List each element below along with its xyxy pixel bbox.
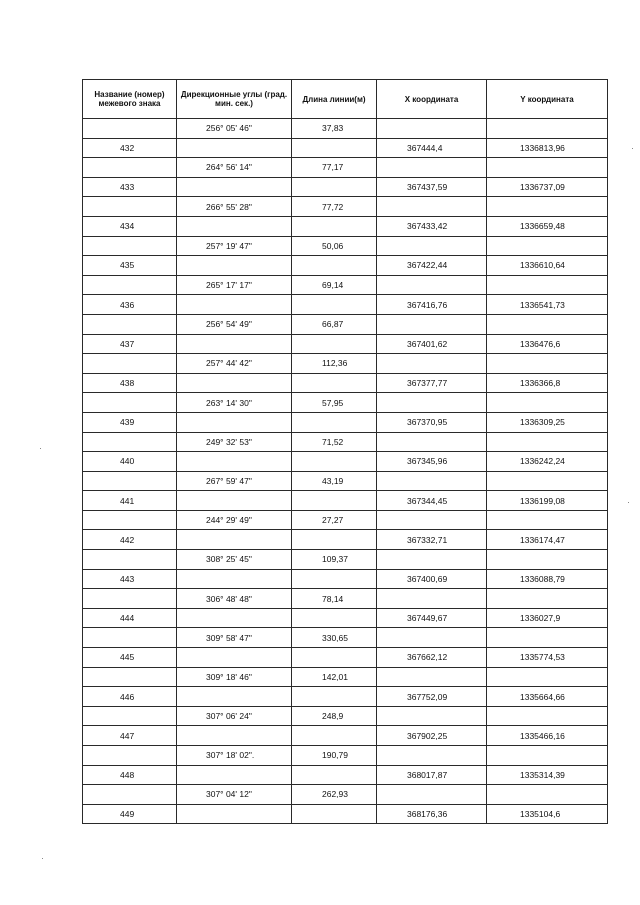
- table-row: [83, 354, 608, 374]
- cell-x-coordinate: [377, 667, 487, 687]
- cell-y-coordinate: [487, 314, 608, 334]
- header-y-coordinate: Y координата: [487, 80, 608, 119]
- cell-line-length: 66,87: [292, 314, 377, 334]
- cell-directional-angle: 263° 14' 30": [177, 393, 292, 413]
- table-row: [83, 119, 608, 139]
- table-row: [83, 530, 608, 550]
- cell-y-coordinate: 1335104,6: [487, 804, 608, 824]
- cell-x-coordinate: [377, 354, 487, 374]
- cell-y-coordinate: 1335314,39: [487, 765, 608, 785]
- cell-y-coordinate: 1336088,79: [487, 569, 608, 589]
- cell-mark-name: [83, 314, 177, 334]
- cell-line-length: [292, 569, 377, 589]
- cell-mark-name: 442: [83, 530, 177, 550]
- cell-y-coordinate: [487, 550, 608, 570]
- cell-y-coordinate: 1336027,9: [487, 608, 608, 628]
- cell-mark-name: [83, 510, 177, 530]
- cell-y-coordinate: 1336737,09: [487, 177, 608, 197]
- cell-directional-angle: [177, 177, 292, 197]
- cell-line-length: [292, 334, 377, 354]
- cell-x-coordinate: 368176,36: [377, 804, 487, 824]
- cell-directional-angle: [177, 216, 292, 236]
- table-row: [83, 314, 608, 334]
- cell-directional-angle: [177, 608, 292, 628]
- cell-x-coordinate: 367345,96: [377, 452, 487, 472]
- cell-line-length: [292, 452, 377, 472]
- cell-line-length: [292, 804, 377, 824]
- cell-line-length: [292, 648, 377, 668]
- cell-y-coordinate: 1336242,24: [487, 452, 608, 472]
- cell-x-coordinate: 367444,4: [377, 138, 487, 158]
- cell-line-length: [292, 608, 377, 628]
- cell-directional-angle: 265° 17' 17": [177, 275, 292, 295]
- table-row: [83, 432, 608, 452]
- cell-y-coordinate: 1335466,16: [487, 726, 608, 746]
- cell-y-coordinate: [487, 158, 608, 178]
- cell-y-coordinate: [487, 236, 608, 256]
- cell-directional-angle: [177, 373, 292, 393]
- cell-directional-angle: 306° 48' 48": [177, 589, 292, 609]
- cell-mark-name: 444: [83, 608, 177, 628]
- cell-mark-name: 447: [83, 726, 177, 746]
- table-row: [83, 236, 608, 256]
- cell-x-coordinate: [377, 785, 487, 805]
- cell-x-coordinate: [377, 589, 487, 609]
- cell-directional-angle: [177, 765, 292, 785]
- table-row: [83, 589, 608, 609]
- cell-y-coordinate: 1336659,48: [487, 216, 608, 236]
- cell-line-length: 112,36: [292, 354, 377, 374]
- cell-y-coordinate: [487, 628, 608, 648]
- cell-directional-angle: [177, 412, 292, 432]
- cell-x-coordinate: 367449,67: [377, 608, 487, 628]
- cell-directional-angle: [177, 726, 292, 746]
- cell-x-coordinate: 367400,69: [377, 569, 487, 589]
- cell-directional-angle: [177, 569, 292, 589]
- cell-directional-angle: 309° 58' 47": [177, 628, 292, 648]
- table-body: [83, 119, 608, 824]
- table-header: [83, 80, 608, 119]
- cell-directional-angle: [177, 256, 292, 276]
- cell-line-length: 109,37: [292, 550, 377, 570]
- cell-directional-angle: [177, 334, 292, 354]
- cell-x-coordinate: 367401,62: [377, 334, 487, 354]
- cell-directional-angle: 256° 54' 49": [177, 314, 292, 334]
- cell-line-length: 50,06: [292, 236, 377, 256]
- cell-line-length: 248,9: [292, 706, 377, 726]
- table-row: [83, 706, 608, 726]
- cell-mark-name: [83, 432, 177, 452]
- cell-mark-name: 433: [83, 177, 177, 197]
- cell-line-length: [292, 295, 377, 315]
- table-row: [83, 510, 608, 530]
- cell-directional-angle: [177, 648, 292, 668]
- cell-x-coordinate: [377, 393, 487, 413]
- table-row: [83, 746, 608, 766]
- cell-y-coordinate: 1336366,8: [487, 373, 608, 393]
- cell-y-coordinate: 1336610,64: [487, 256, 608, 276]
- cell-mark-name: 446: [83, 687, 177, 707]
- cell-directional-angle: [177, 452, 292, 472]
- table-row: [83, 608, 608, 628]
- cell-x-coordinate: [377, 746, 487, 766]
- cell-x-coordinate: [377, 706, 487, 726]
- table-row: [83, 804, 608, 824]
- cell-line-length: 71,52: [292, 432, 377, 452]
- cell-line-length: [292, 177, 377, 197]
- cell-y-coordinate: 1336309,25: [487, 412, 608, 432]
- cell-mark-name: [83, 550, 177, 570]
- cell-line-length: 57,95: [292, 393, 377, 413]
- cell-line-length: 43,19: [292, 471, 377, 491]
- cell-y-coordinate: [487, 354, 608, 374]
- scan-speck: [632, 148, 633, 149]
- cell-mark-name: 441: [83, 491, 177, 511]
- cell-y-coordinate: 1335774,53: [487, 648, 608, 668]
- scan-speck: [42, 858, 43, 859]
- cell-y-coordinate: [487, 510, 608, 530]
- table-row: [83, 412, 608, 432]
- cell-mark-name: [83, 589, 177, 609]
- table-row: [83, 275, 608, 295]
- cell-directional-angle: 307° 06' 24": [177, 706, 292, 726]
- table-row: [83, 197, 608, 217]
- header-x-coordinate: X координата: [377, 80, 487, 119]
- cell-x-coordinate: 367433,42: [377, 216, 487, 236]
- cell-y-coordinate: [487, 706, 608, 726]
- cell-y-coordinate: 1336199,08: [487, 491, 608, 511]
- cell-directional-angle: [177, 804, 292, 824]
- table-row: [83, 726, 608, 746]
- cell-directional-angle: 249° 32' 53": [177, 432, 292, 452]
- cell-directional-angle: 264° 56' 14": [177, 158, 292, 178]
- cell-y-coordinate: [487, 393, 608, 413]
- cell-line-length: [292, 491, 377, 511]
- cell-x-coordinate: 367662,12: [377, 648, 487, 668]
- cell-line-length: [292, 687, 377, 707]
- table-row: [83, 785, 608, 805]
- header-row: [83, 80, 608, 119]
- cell-mark-name: [83, 354, 177, 374]
- cell-mark-name: [83, 236, 177, 256]
- table-row: [83, 471, 608, 491]
- table-row: [83, 373, 608, 393]
- cell-directional-angle: [177, 138, 292, 158]
- cell-directional-angle: [177, 530, 292, 550]
- cell-mark-name: 437: [83, 334, 177, 354]
- cell-directional-angle: [177, 295, 292, 315]
- cell-mark-name: 443: [83, 569, 177, 589]
- cell-y-coordinate: [487, 471, 608, 491]
- cell-y-coordinate: [487, 589, 608, 609]
- table-row: [83, 138, 608, 158]
- cell-x-coordinate: 368017,87: [377, 765, 487, 785]
- cell-x-coordinate: 367752,09: [377, 687, 487, 707]
- cell-line-length: [292, 412, 377, 432]
- cell-x-coordinate: 367377,77: [377, 373, 487, 393]
- header-line-length: Длина линии(м): [292, 80, 377, 119]
- cell-line-length: [292, 765, 377, 785]
- cell-line-length: [292, 530, 377, 550]
- cell-line-length: 262,93: [292, 785, 377, 805]
- cell-mark-name: 432: [83, 138, 177, 158]
- cell-x-coordinate: [377, 236, 487, 256]
- cell-y-coordinate: [487, 746, 608, 766]
- cell-directional-angle: 267° 59' 47": [177, 471, 292, 491]
- cell-line-length: 37,83: [292, 119, 377, 139]
- cell-directional-angle: 307° 18' 02".: [177, 746, 292, 766]
- cell-directional-angle: 257° 44' 42": [177, 354, 292, 374]
- cell-x-coordinate: 367332,71: [377, 530, 487, 550]
- cell-line-length: 77,72: [292, 197, 377, 217]
- cell-mark-name: 449: [83, 804, 177, 824]
- cell-line-length: [292, 373, 377, 393]
- header-mark-name: Название (номер) межевого знака: [83, 80, 177, 119]
- cell-x-coordinate: 367416,76: [377, 295, 487, 315]
- table-row: [83, 393, 608, 413]
- cell-mark-name: 439: [83, 412, 177, 432]
- cell-line-length: [292, 138, 377, 158]
- header-directional-angle: Дирекционные углы (град. мин. сек.): [177, 80, 292, 119]
- cell-directional-angle: [177, 687, 292, 707]
- cell-x-coordinate: [377, 119, 487, 139]
- cell-mark-name: [83, 667, 177, 687]
- table-row: [83, 628, 608, 648]
- table-row: [83, 648, 608, 668]
- cell-directional-angle: [177, 491, 292, 511]
- cell-x-coordinate: 367422,44: [377, 256, 487, 276]
- table-row: [83, 687, 608, 707]
- cell-x-coordinate: 367344,45: [377, 491, 487, 511]
- cell-mark-name: [83, 119, 177, 139]
- cell-mark-name: [83, 628, 177, 648]
- scan-speck: [40, 448, 41, 449]
- table-row: [83, 256, 608, 276]
- cell-y-coordinate: [487, 197, 608, 217]
- cell-x-coordinate: [377, 314, 487, 334]
- cell-mark-name: [83, 158, 177, 178]
- cell-x-coordinate: 367370,95: [377, 412, 487, 432]
- cell-directional-angle: 244° 29' 49": [177, 510, 292, 530]
- cell-x-coordinate: [377, 158, 487, 178]
- cell-line-length: 190,79: [292, 746, 377, 766]
- cell-x-coordinate: [377, 197, 487, 217]
- cell-mark-name: [83, 785, 177, 805]
- cell-y-coordinate: 1336813,96: [487, 138, 608, 158]
- cell-directional-angle: 266° 55' 28": [177, 197, 292, 217]
- cell-x-coordinate: [377, 550, 487, 570]
- cell-mark-name: [83, 471, 177, 491]
- cell-x-coordinate: 367437,59: [377, 177, 487, 197]
- cell-line-length: 142,01: [292, 667, 377, 687]
- cell-line-length: [292, 216, 377, 236]
- scan-speck: [628, 502, 629, 503]
- table-row: [83, 491, 608, 511]
- cell-x-coordinate: 367902,25: [377, 726, 487, 746]
- cell-y-coordinate: [487, 785, 608, 805]
- cell-mark-name: 445: [83, 648, 177, 668]
- table-row: [83, 295, 608, 315]
- cell-mark-name: 448: [83, 765, 177, 785]
- cell-y-coordinate: 1336541,73: [487, 295, 608, 315]
- cell-x-coordinate: [377, 275, 487, 295]
- cell-mark-name: [83, 706, 177, 726]
- cell-line-length: 78,14: [292, 589, 377, 609]
- cell-x-coordinate: [377, 510, 487, 530]
- cell-x-coordinate: [377, 628, 487, 648]
- cell-y-coordinate: [487, 667, 608, 687]
- boundary-marks-table: [82, 79, 608, 824]
- cell-line-length: [292, 256, 377, 276]
- cell-y-coordinate: [487, 275, 608, 295]
- table-row: [83, 667, 608, 687]
- cell-mark-name: [83, 746, 177, 766]
- cell-y-coordinate: 1336476,6: [487, 334, 608, 354]
- table-row: [83, 334, 608, 354]
- cell-mark-name: [83, 275, 177, 295]
- table-row: [83, 216, 608, 236]
- table-row: [83, 452, 608, 472]
- cell-directional-angle: 308° 25' 45": [177, 550, 292, 570]
- cell-line-length: 69,14: [292, 275, 377, 295]
- cell-directional-angle: 307° 04' 12": [177, 785, 292, 805]
- cell-y-coordinate: 1335664,66: [487, 687, 608, 707]
- cell-directional-angle: 256° 05' 46": [177, 119, 292, 139]
- cell-mark-name: 436: [83, 295, 177, 315]
- cell-mark-name: [83, 393, 177, 413]
- table-row: [83, 765, 608, 785]
- cell-mark-name: 440: [83, 452, 177, 472]
- cell-mark-name: 435: [83, 256, 177, 276]
- cell-y-coordinate: 1336174,47: [487, 530, 608, 550]
- cell-x-coordinate: [377, 471, 487, 491]
- cell-mark-name: 434: [83, 216, 177, 236]
- cell-y-coordinate: [487, 432, 608, 452]
- cell-line-length: 27,27: [292, 510, 377, 530]
- cell-line-length: 77,17: [292, 158, 377, 178]
- cell-x-coordinate: [377, 432, 487, 452]
- table-row: [83, 158, 608, 178]
- cell-directional-angle: 309° 18' 46": [177, 667, 292, 687]
- cell-y-coordinate: [487, 119, 608, 139]
- cell-line-length: 330,65: [292, 628, 377, 648]
- table-row: [83, 177, 608, 197]
- table-row: [83, 550, 608, 570]
- cell-mark-name: [83, 197, 177, 217]
- table-row: [83, 569, 608, 589]
- cell-mark-name: 438: [83, 373, 177, 393]
- cell-directional-angle: 257° 19' 47": [177, 236, 292, 256]
- cell-line-length: [292, 726, 377, 746]
